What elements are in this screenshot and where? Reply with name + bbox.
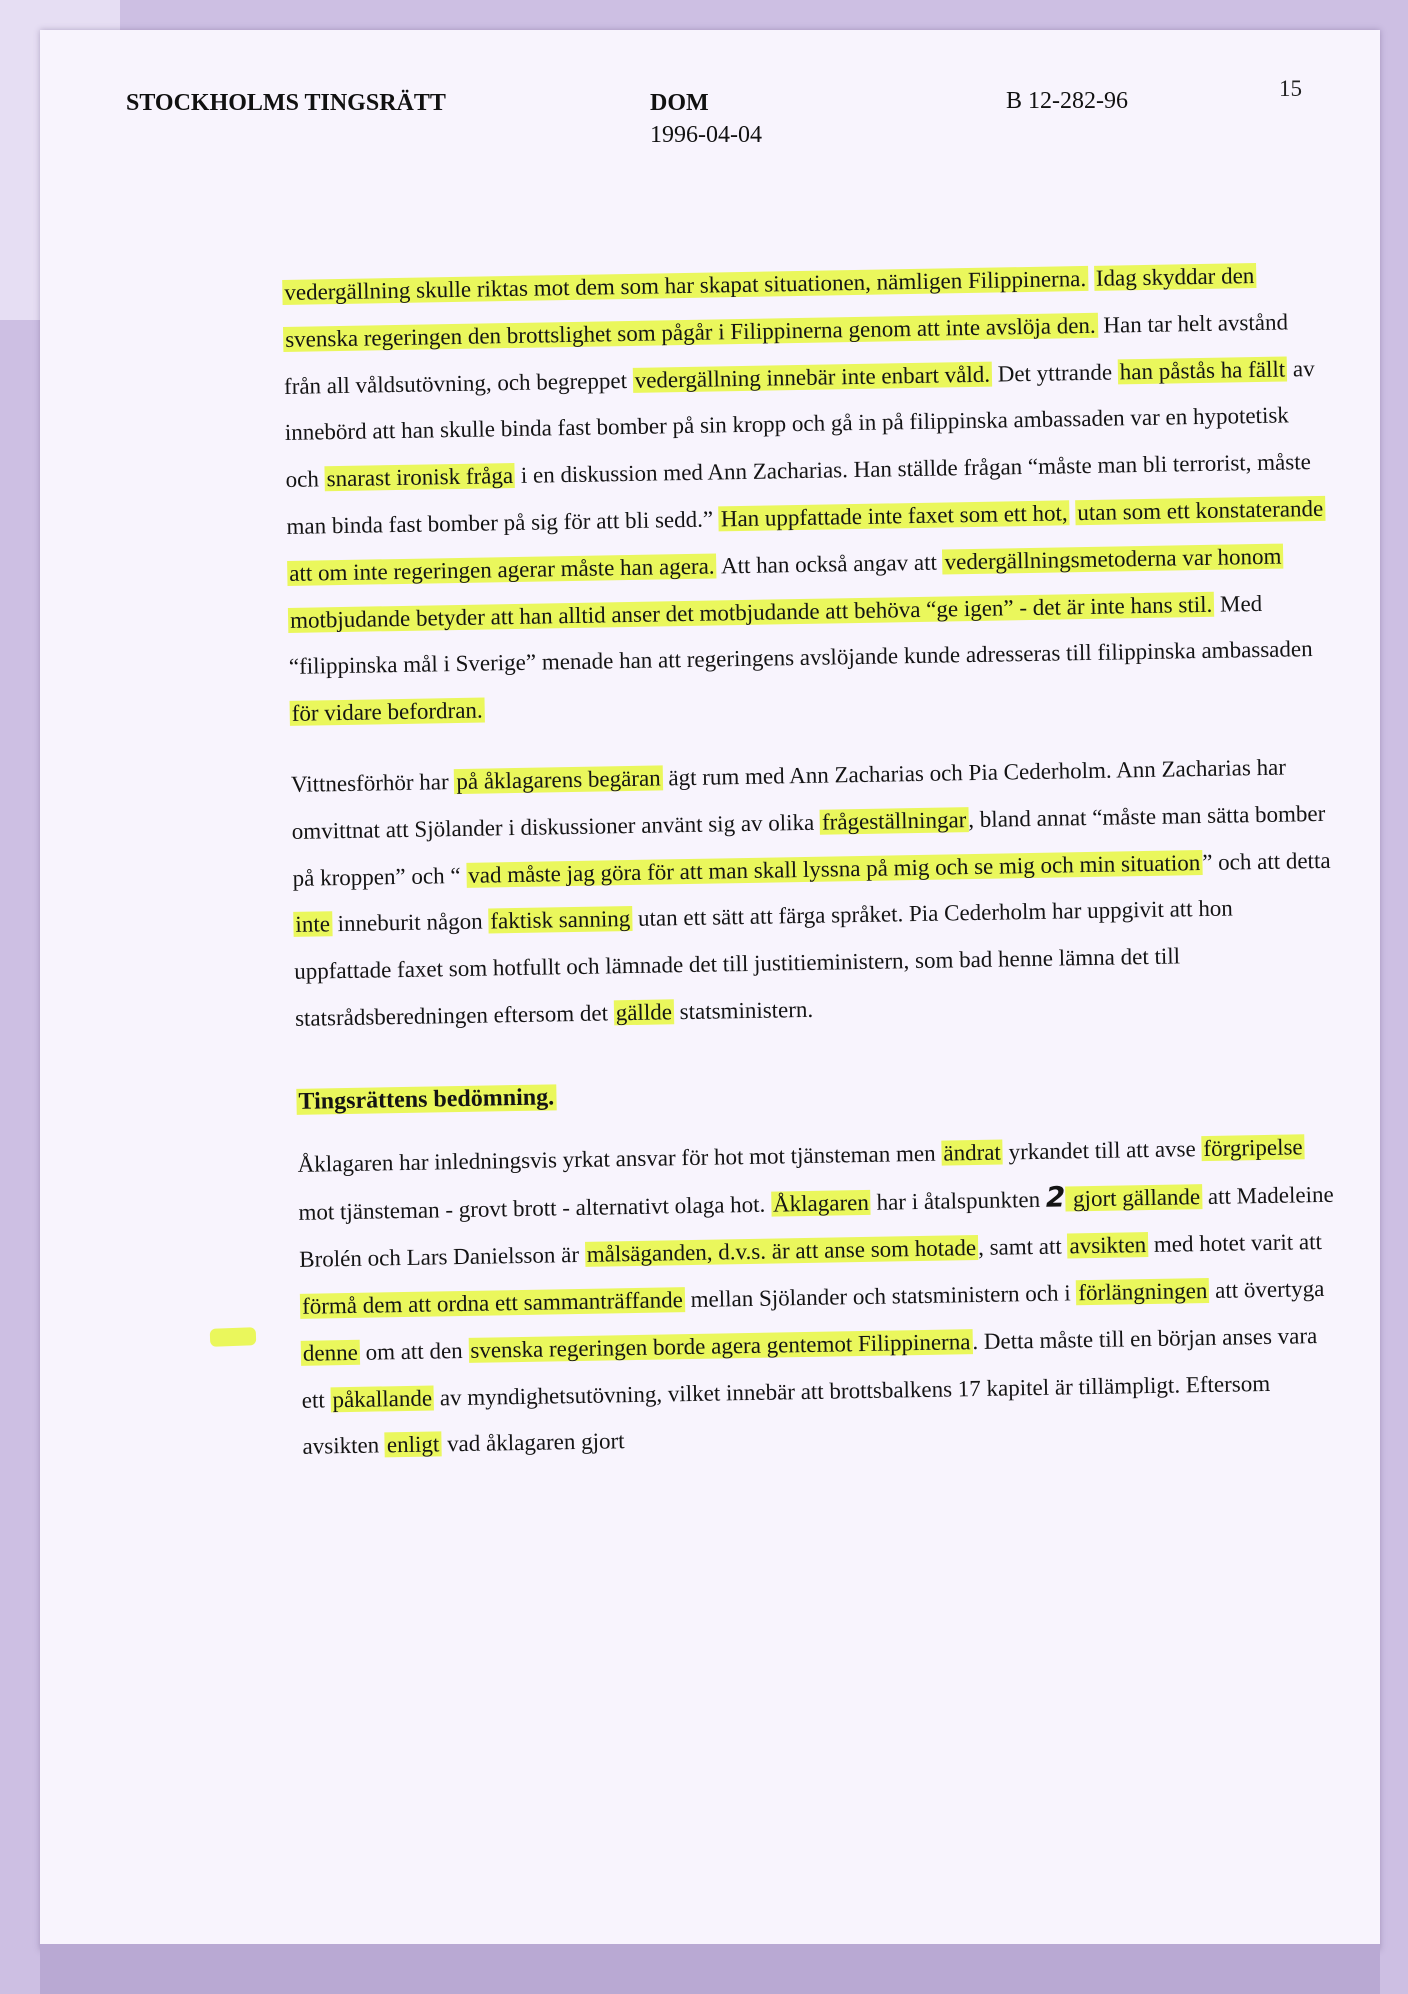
highlighted-text: vedergällning skulle riktas mot dem som har skapat situationen, nämligen Filippinerna.: [284, 265, 1087, 305]
highlighted-text: frågeställningar: [821, 806, 967, 835]
text-run: mot tjänsteman - grovt brott - alternativt olaga hot.: [298, 1191, 772, 1226]
highlighted-text: för vidare befordran.: [291, 697, 483, 727]
highlighted-text: förlängningen: [1078, 1277, 1208, 1306]
handwritten-number: 2: [1045, 1180, 1066, 1215]
highlighted-text: vedergällningsmetoderna var honom motbjudande betyder att han alltid anser det motbjudande att behöva “ge igen” - det är inte hans stil.: [289, 543, 1282, 633]
document-body: [282, 252, 1343, 1471]
text-run: Med “filippinska mål i Sverige” menade han att regeringens avslöjande kunde adresseras till filippinska ambassaden: [288, 590, 1313, 680]
highlighted-text: han påstås ha fällt: [1119, 356, 1286, 384]
text-run: att Madeleine Brolén och Lars Danielsson är: [299, 1182, 1334, 1272]
highlighted-text: målsäganden, d.v.s. är att anse som hotade: [586, 1235, 977, 1267]
text-run: om att den: [359, 1337, 469, 1365]
highlighted-text: utan som ett konstaterande att om inte regeringen agerar måste han agera.: [289, 495, 1324, 586]
case-number: B 12-282-96: [1006, 88, 1128, 114]
text-run: mellan Sjölander och statsministern och i: [684, 1280, 1077, 1313]
text-run: Vittnesförhör har: [290, 769, 455, 797]
highlighted-text: ändrat: [943, 1139, 1002, 1166]
text-run: Att han också angav att: [716, 549, 943, 579]
highlighted-text: gällde: [615, 999, 673, 1026]
highlighted-text: på åklagarens begäran: [456, 765, 661, 795]
text-run: Han tar helt avstånd från all våldsutövning, och begreppet: [283, 309, 1289, 399]
text-run: statsministern.: [673, 996, 814, 1025]
highlighted-text: Åklagaren: [772, 1190, 870, 1217]
document-type: DOM: [650, 90, 709, 116]
highlighted-text: faktisk sanning: [490, 906, 631, 934]
text-run: utan ett sätt att färga språket. Pia Cederholm har uppgivit att hon uppfattade faxet som hotfullt och lämnade det till justitieministern, som bad henne lämna det till statsrådsberedningen eftersom det: [294, 895, 1234, 1031]
text-run: ” och att detta: [1201, 847, 1331, 875]
highlighted-text: svenska regeringen borde agera gentemot Filippinerna: [470, 1328, 971, 1363]
text-run: att övertyga: [1209, 1275, 1325, 1303]
text-run: med hotet varit att: [1147, 1229, 1323, 1258]
court-name: STOCKHOLMS TINGSRÄTT: [126, 90, 446, 116]
text-run: . Detta måste till en början anses vara ett: [301, 1322, 1318, 1413]
text-run: Det yttrande: [991, 359, 1118, 387]
highlighted-text: förgripelse: [1203, 1133, 1303, 1161]
body-paragraph: [291, 744, 1336, 1043]
body-paragraph: [282, 252, 1330, 738]
text-run: i en diskussion med Ann Zacharias. Han ställde frågan “måste man bli terrorist, måste man binda fast bomber på sig för att bli sedd.”: [286, 449, 1312, 539]
text-run: vad åklagaren gjort: [441, 1428, 625, 1457]
body-paragraph: [297, 1123, 1343, 1471]
page-number: 15: [1279, 76, 1302, 101]
highlighted-text: gjort gällande: [1067, 1184, 1201, 1212]
text-run: av myndighetsutövning, vilket innebär att brottsbalkens 17 kapitel är tillämpligt. Eftersom avsikten: [302, 1370, 1271, 1460]
page-edge-shadow: [40, 1944, 1380, 1994]
section-heading-text: Tingsrättens bedömning.: [298, 1084, 555, 1115]
highlighted-text: snarast ironisk fråga: [326, 463, 514, 492]
highlighted-text: förmå dem att ordna ett sammanträffande: [301, 1287, 684, 1319]
highlighted-text: Idag skyddar den svenska regeringen den brottslighet som pågår i Filippinerna genom att inte avslöja den.: [284, 263, 1255, 352]
highlighted-text: vad måste jag göra för att man skall lyssna på mig och se mig och min situation: [468, 849, 1201, 888]
highlighted-text: Han uppfattade inte faxet som ett hot,: [720, 500, 1068, 532]
text-run: ägt rum med Ann Zacharias och Pia Cederholm. Ann Zacharias har omvittnat att Sjölander i diskussioner använt sig av olika: [291, 754, 1287, 844]
highlighted-text: enligt: [386, 1431, 440, 1458]
highlighted-text: avsikten: [1069, 1232, 1147, 1259]
text-run: har i åtalspunkten: [870, 1187, 1047, 1216]
text-run: inneburit någon: [331, 908, 489, 937]
margin-highlight-mark: [210, 1327, 257, 1347]
text-run: , bland annat “måste man sätta bomber på kroppen” och “: [292, 800, 1326, 891]
text-run: Åklagaren har inledningsvis yrkat ansvar för hot mot tjänsteman men: [297, 1140, 942, 1177]
highlighted-text: vedergällning innebär inte enbart våld.: [634, 361, 991, 393]
highlighted-text: denne: [302, 1339, 359, 1366]
highlighted-text: inte: [295, 911, 331, 938]
text-run: , samt att: [977, 1233, 1068, 1261]
text-run: av innebörd att han skulle binda fast bomber på sin kropp och gå in på filippinska ambassaden var en hypotetisk och: [284, 355, 1315, 493]
text-run: yrkandet till att avse: [1002, 1135, 1202, 1165]
section-heading: [296, 1060, 1337, 1125]
document-date: 1996-04-04: [650, 122, 762, 148]
highlighted-text: påkallande: [332, 1385, 433, 1412]
